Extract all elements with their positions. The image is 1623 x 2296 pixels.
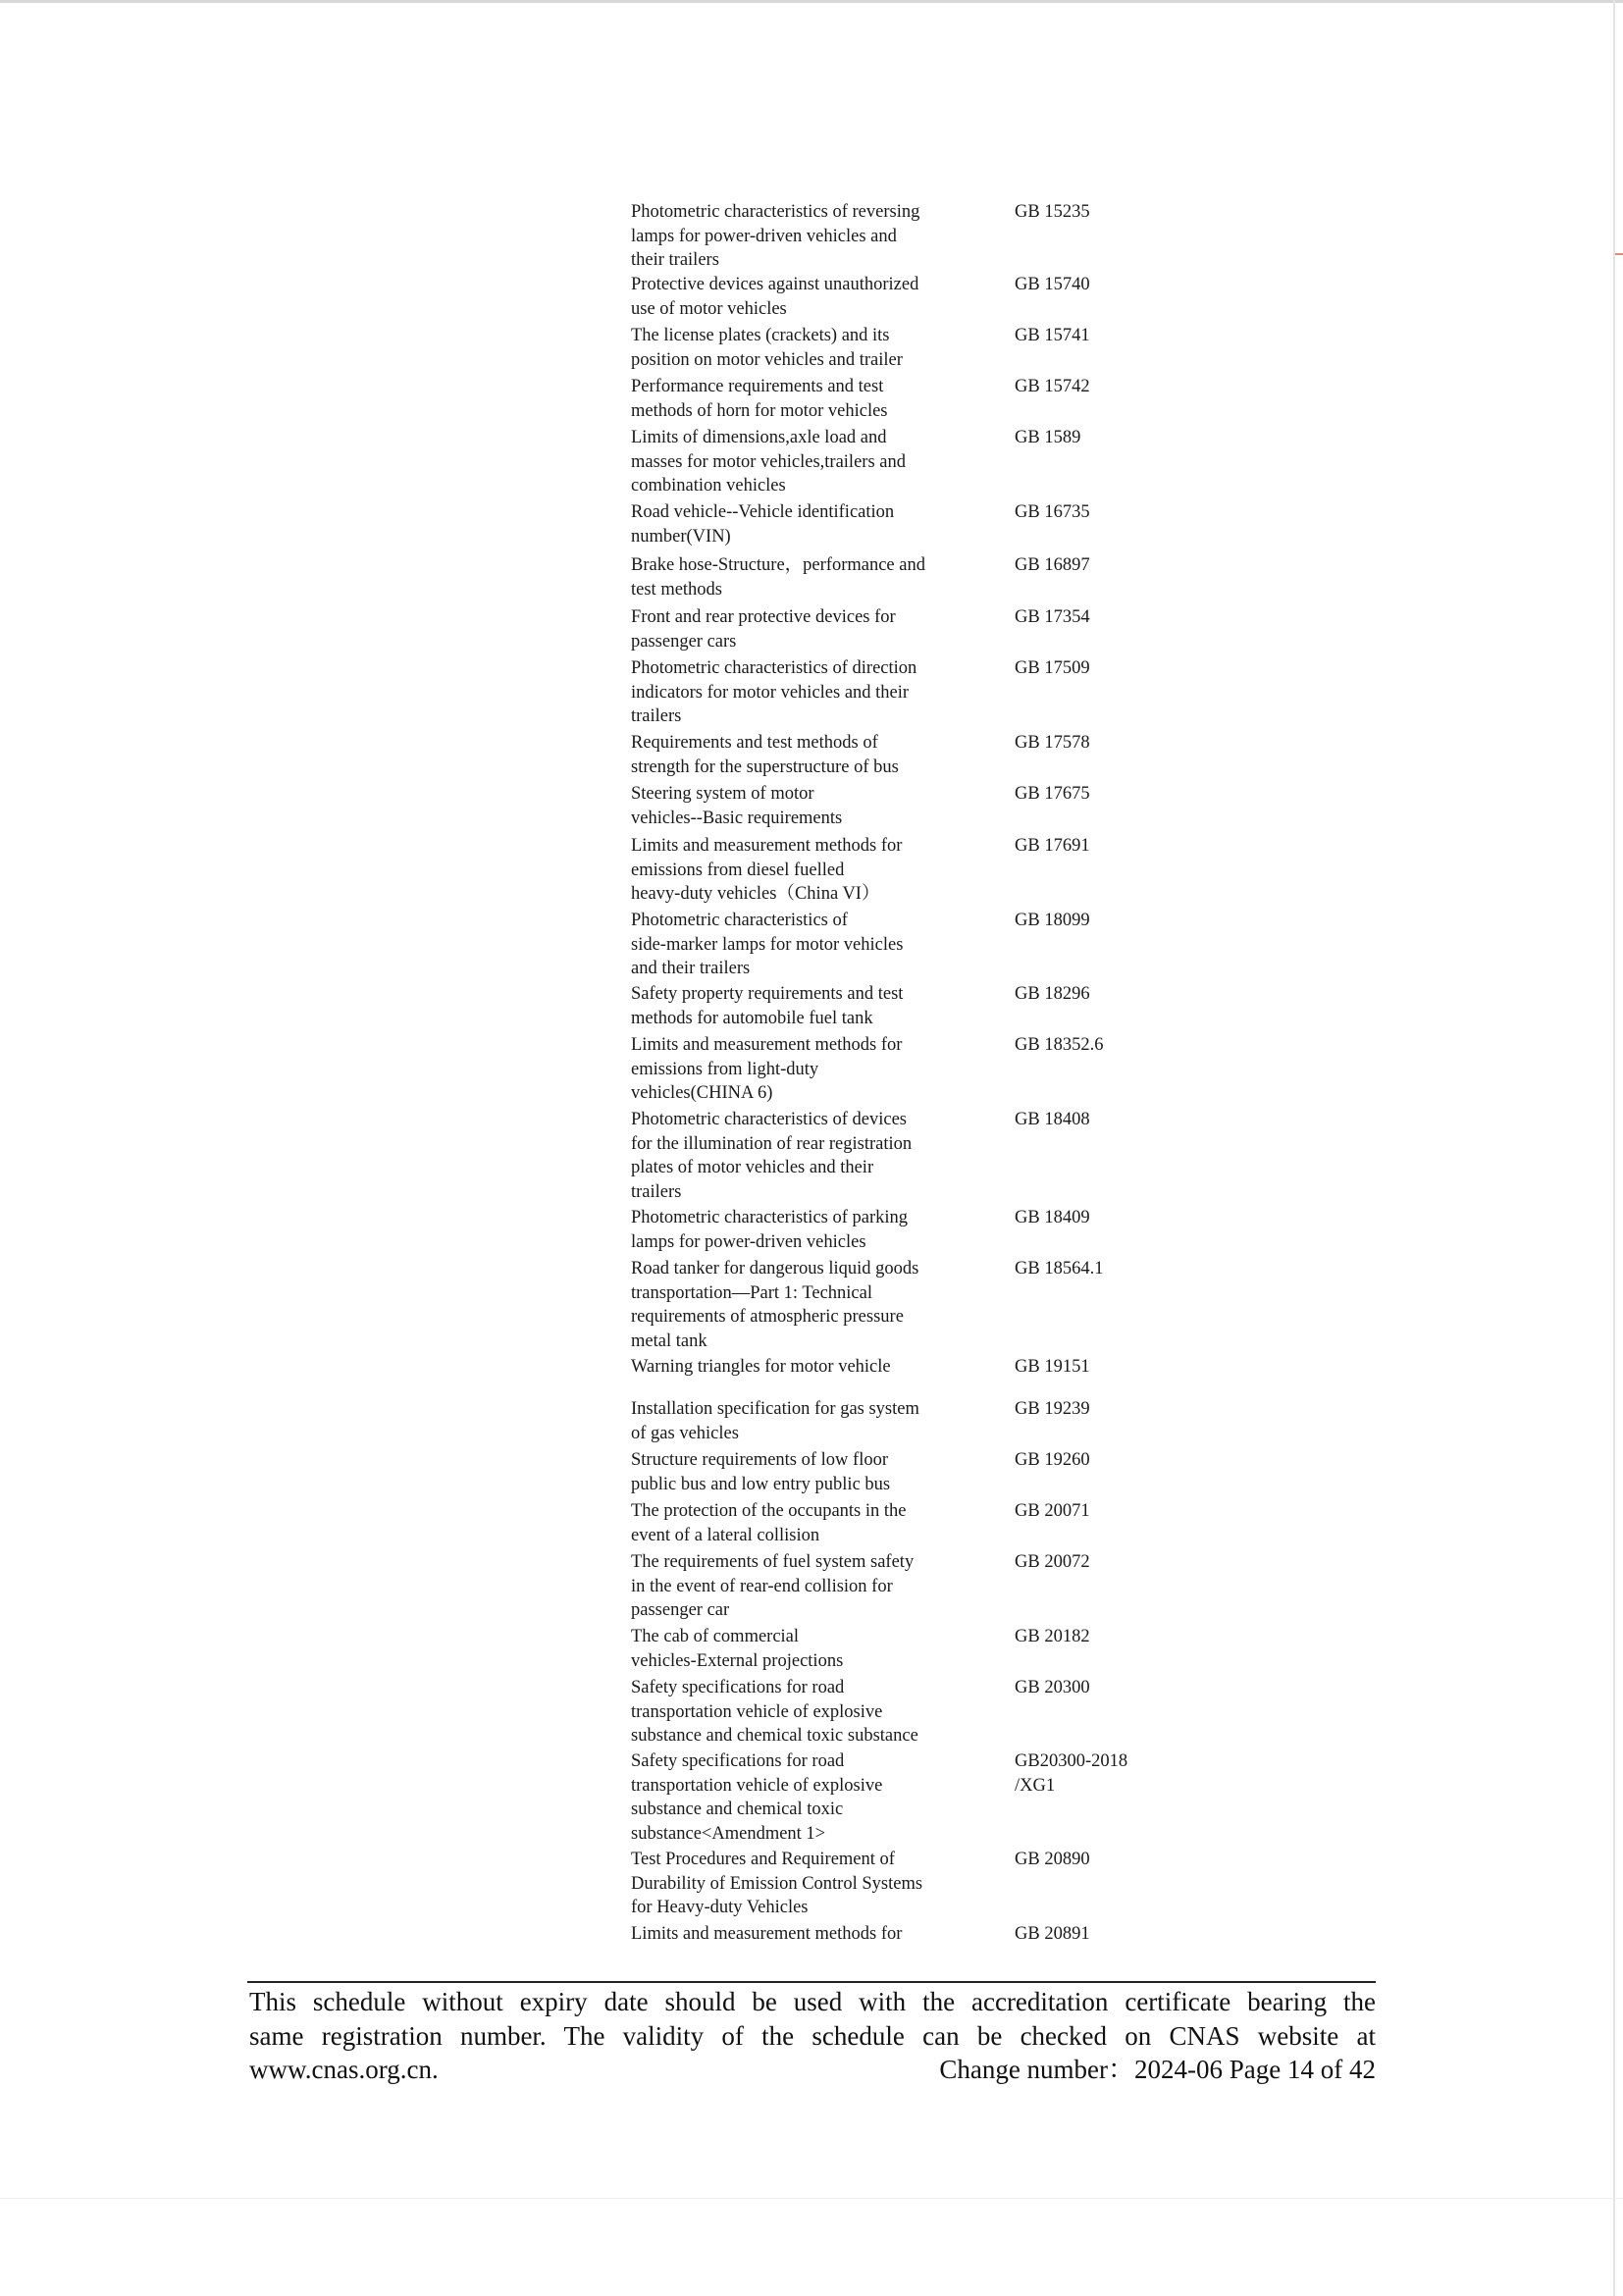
standard-code-line: GB20300-2018 (1015, 1751, 1128, 1771)
standard-code-line: GB 20891 (1015, 1924, 1090, 1944)
standard-title-line: Warning triangles for motor vehicle (631, 1357, 891, 1377)
standard-title-line: Limits and measurement methods for (631, 1035, 903, 1055)
standard-title-line: test methods (631, 579, 723, 600)
standard-title-line: emissions from light-duty (631, 1059, 819, 1079)
standard-title-line: of gas vehicles (631, 1423, 739, 1443)
standard-title (631, 273, 969, 321)
standard-title-line: trailers (631, 706, 682, 726)
standard-title-line: Performance requirements and test (631, 377, 884, 396)
standard-code (1015, 1108, 1090, 1132)
standard-title (631, 782, 969, 830)
standard-title-line: requirements of atmospheric pressure (631, 1307, 904, 1327)
standard-title-line: substance and chemical toxic (631, 1800, 844, 1819)
standard-code (1015, 324, 1090, 348)
standard-title-line: indicators for motor vehicles and their (631, 682, 910, 703)
standard-code-line: GB 17691 (1015, 836, 1090, 856)
standard-title-line: trailers (631, 1181, 682, 1202)
standard-code-line: GB 15741 (1015, 326, 1090, 345)
standard-title-line: vehicles--Basic requirements (631, 808, 843, 828)
standard-title-line: Front and rear protective devices for (631, 607, 896, 627)
standard-code (1015, 909, 1090, 933)
standard-title-line: Test Procedures and Requirement of (631, 1850, 895, 1869)
standard-title-line: Safety specifications for road (631, 1678, 845, 1697)
standard-code-line: GB 19151 (1015, 1357, 1090, 1377)
standard-code (1015, 982, 1090, 1007)
standard-title-line: The protection of the occupants in the (631, 1501, 907, 1521)
standard-title-line: Requirements and test methods of (631, 733, 878, 753)
standard-code-line: GB 19260 (1015, 1450, 1090, 1470)
standard-title-line: Limits and measurement methods for (631, 836, 903, 856)
footer-note (249, 1985, 1376, 2087)
standard-code-line: GB 20072 (1015, 1552, 1090, 1572)
standard-title-line: number(VIN) (631, 526, 731, 547)
standard-title-line: Installation specification for gas system (631, 1399, 919, 1419)
standard-title-line: transportation vehicle of explosive (631, 1701, 883, 1722)
standard-code (1015, 1922, 1090, 1947)
scan-margin-mark (1615, 253, 1623, 255)
standard-title-line: passenger car (631, 1600, 730, 1620)
standard-title (631, 553, 969, 601)
standard-title-line: heavy-duty vehicles（China VI） (631, 884, 880, 904)
standard-title-line: event of a lateral collision (631, 1525, 820, 1545)
standard-title-line: Road tanker for dangerous liquid goods (631, 1259, 919, 1278)
standard-title-line: Photometric characteristics of (631, 911, 848, 930)
standard-code (1015, 500, 1090, 525)
standard-code-line: GB 16735 (1015, 502, 1090, 522)
standard-title-line: Protective devices against unauthorized (631, 275, 919, 294)
standard-title (631, 1625, 969, 1673)
standard-title-line: combination vehicles (631, 476, 786, 496)
standard-code (1015, 1499, 1090, 1524)
standard-code (1015, 1257, 1103, 1281)
standard-code (1015, 1749, 1127, 1798)
standard-code (1015, 1397, 1090, 1422)
standard-title-line: Durability of Emission Control Systems (631, 1873, 923, 1894)
standard-title-line: vehicles(CHINA 6) (631, 1083, 773, 1103)
standard-code-line: GB 18408 (1015, 1110, 1090, 1129)
standard-title-line: Photometric characteristics of parking (631, 1208, 909, 1227)
standard-title-line: Safety property requirements and test (631, 984, 904, 1004)
standard-title (631, 1848, 969, 1920)
standard-title-line: Structure requirements of low floor (631, 1450, 889, 1470)
footer-website: www.cnas.org.cn. (249, 2055, 439, 2084)
standard-code-line: GB 20071 (1015, 1501, 1090, 1521)
standard-title (631, 982, 969, 1030)
standard-code (1015, 1206, 1090, 1230)
standard-title-line: lamps for power-driven vehicles and (631, 226, 897, 246)
standard-code (1015, 834, 1090, 859)
standard-code-line: /XG1 (1015, 1775, 1056, 1796)
standard-title-line: passenger cars (631, 631, 737, 652)
standard-code-line: GB 20890 (1015, 1850, 1090, 1869)
standard-title-line: lamps for power-driven vehicles (631, 1231, 866, 1252)
standard-title-line: in the event of rear-end collision for (631, 1576, 893, 1596)
standard-title-line: position on motor vehicles and trailer (631, 349, 903, 370)
scan-bottom-edge (0, 2198, 1623, 2199)
standard-title (631, 1206, 969, 1254)
standard-title-line: for Heavy-duty Vehicles (631, 1898, 809, 1917)
standard-code (1015, 1355, 1090, 1380)
standard-code-line: GB 1589 (1015, 428, 1081, 447)
standard-title-line: Limits of dimensions,axle load and (631, 428, 887, 447)
standard-title-line: masses for motor vehicles,trailers and (631, 451, 906, 472)
standard-title (631, 1749, 969, 1846)
standard-title (631, 200, 969, 273)
standard-code (1015, 1448, 1090, 1473)
standard-code-line: GB 18409 (1015, 1208, 1090, 1227)
standard-title (631, 1257, 969, 1353)
footer-line-3 (249, 2053, 1376, 2087)
footer-divider (247, 1981, 1376, 1983)
standard-title (631, 500, 969, 548)
standard-code-line: GB 17675 (1015, 784, 1090, 804)
standard-title-line: Photometric characteristics of reversing (631, 202, 920, 222)
standard-title-line: vehicles-External projections (631, 1650, 844, 1671)
standard-code-line: GB 20300 (1015, 1678, 1090, 1697)
standard-code (1015, 1550, 1090, 1575)
standard-code (1015, 426, 1080, 450)
standard-title (631, 324, 969, 372)
standard-title-line: and their trailers (631, 959, 751, 978)
standard-title-line: Brake hose-Structure，performance and (631, 555, 925, 575)
scan-right-edge (1613, 0, 1615, 2296)
standard-code-line: GB 16897 (1015, 555, 1090, 575)
standard-title-line: The license plates (crackets) and its (631, 326, 890, 345)
standard-code-line: GB 15742 (1015, 377, 1090, 396)
standard-title (631, 1355, 969, 1380)
standard-title-line: their trailers (631, 250, 719, 270)
standard-title-line: emissions from diesel fuelled (631, 860, 845, 880)
standard-title-line: methods for automobile fuel tank (631, 1008, 873, 1028)
standard-title-line: transportation—Part 1: Technical (631, 1282, 872, 1303)
standard-code (1015, 605, 1090, 630)
standard-title (631, 1922, 969, 1947)
standard-code (1015, 656, 1090, 681)
footer-change-number: Change number：2024-06 Page 14 of 42 (939, 2055, 1376, 2084)
standard-code-line: GB 18099 (1015, 911, 1090, 930)
standard-title-line: Limits and measurement methods for (631, 1924, 903, 1944)
standard-code (1015, 200, 1090, 225)
standard-code-line: GB 20182 (1015, 1627, 1090, 1646)
standard-title-line: Safety specifications for road (631, 1751, 845, 1771)
standard-code-line: GB 17509 (1015, 658, 1090, 678)
standard-title-line: transportation vehicle of explosive (631, 1775, 883, 1796)
standard-title-line: for the illumination of rear registration (631, 1133, 913, 1154)
standard-title-line: The cab of commercial (631, 1627, 800, 1646)
standard-code (1015, 1625, 1090, 1649)
standard-title (631, 1033, 969, 1106)
standard-code (1015, 1848, 1090, 1872)
standard-title-line: metal tank (631, 1331, 707, 1351)
standard-title-line: public bus and low entry public bus (631, 1474, 891, 1494)
standard-title (631, 909, 969, 981)
standard-code (1015, 731, 1090, 756)
standard-title-line: plates of motor vehicles and their (631, 1158, 874, 1177)
standard-code-line: GB 17354 (1015, 607, 1090, 627)
standard-code (1015, 553, 1090, 578)
standard-title-line: Photometric characteristics of devices (631, 1110, 907, 1129)
standard-title (631, 1550, 969, 1623)
standard-title-line: strength for the superstructure of bus (631, 757, 899, 777)
standard-code (1015, 782, 1090, 807)
standard-title-line: Steering system of motor (631, 784, 814, 804)
standard-code (1015, 1676, 1090, 1700)
standard-title (631, 656, 969, 729)
standard-title (631, 375, 969, 423)
standard-code-line: GB 15740 (1015, 275, 1090, 294)
standard-title (631, 426, 969, 498)
standard-title-line: The requirements of fuel system safety (631, 1552, 915, 1572)
standard-title-line: substance and chemical toxic substance (631, 1726, 918, 1746)
standard-code-line: GB 18352.6 (1015, 1035, 1104, 1055)
standard-title-line: substance<Amendment 1> (631, 1823, 826, 1844)
standard-code-line: GB 18296 (1015, 984, 1090, 1004)
scan-top-edge (0, 0, 1623, 3)
standard-code (1015, 273, 1090, 297)
standard-title-line: side-marker lamps for motor vehicles (631, 934, 904, 955)
standard-code-line: GB 18564.1 (1015, 1259, 1104, 1278)
footer-line-1: This schedule without expiry date should be used with the accreditation certificate bearing the (249, 1987, 1376, 2016)
standard-title (631, 1448, 969, 1496)
standard-title (631, 834, 969, 907)
standard-title (631, 731, 969, 779)
standard-title-line: Road vehicle--Vehicle identification (631, 502, 895, 522)
standard-code (1015, 375, 1090, 399)
standard-title (631, 1397, 969, 1445)
standard-code (1015, 1033, 1103, 1058)
standard-title-line: use of motor vehicles (631, 298, 787, 319)
standard-code-line: GB 15235 (1015, 202, 1090, 222)
standard-title-line: methods of horn for motor vehicles (631, 400, 888, 421)
standard-title (631, 1108, 969, 1204)
standard-code-line: GB 17578 (1015, 733, 1090, 753)
standard-title (631, 605, 969, 653)
standard-code-line: GB 19239 (1015, 1399, 1090, 1419)
standard-title-line: Photometric characteristics of direction (631, 658, 917, 678)
footer-line-2: same registration number. The validity of the schedule can be checked on CNAS website at (249, 2020, 1376, 2051)
standard-title (631, 1499, 969, 1547)
standard-title (631, 1676, 969, 1748)
